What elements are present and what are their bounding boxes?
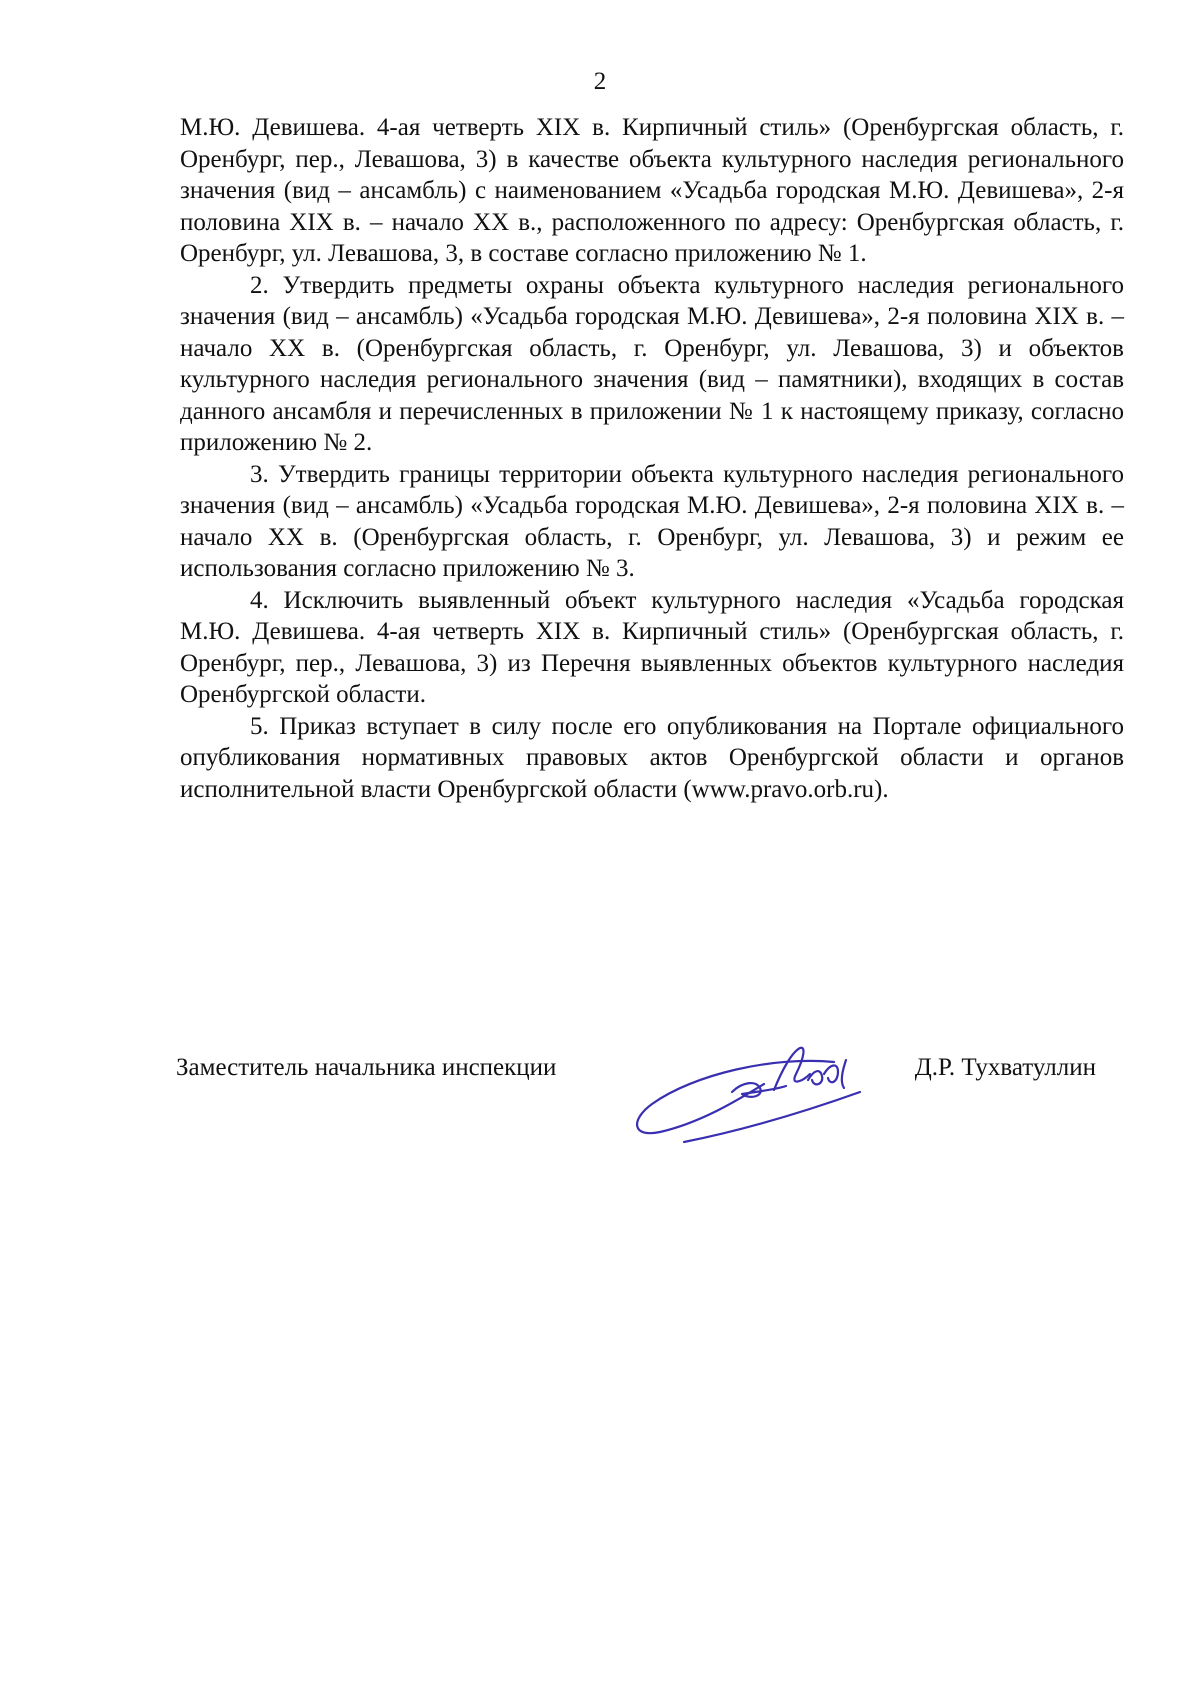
item-paragraph-3: 3. Утвердить границы территории объекта культурного наследия регионального значения (вид – ансамбль) «Усадьба городская М.Ю. Девишева», 2-я половина XIX в. – начало XX в. (Оренбургская область, г. Оренбург, ул. Левашова, 3) и режим ее использования согласно приложению № 3.: [180, 460, 1124, 582]
signer-position: Заместитель начальника инспекции: [176, 1054, 557, 1081]
item-paragraph-4: 4. Исключить выявленный объект культурного наследия «Усадьба городская М.Ю. Девишева. 4-ая четверть XIX в. Кирпичный стиль» (Оренбургская область, г. Оренбург, пер., Левашова, 3) из Перечня выявленных объектов культурного наследия Оренбургской области.: [180, 586, 1124, 708]
item-paragraph-5: 5. Приказ вступает в силу после его опубликования на Портале официального опубликования нормативных правовых актов Оренбургской области и органов исполнительной власти Оренбургской области (www.pravo.orb.ru).: [180, 712, 1124, 803]
signature-block: [176, 1052, 1124, 1172]
page-number: 2: [593, 68, 607, 95]
intro-paragraph: М.Ю. Девишева. 4-ая четверть XIX в. Кирпичный стиль» (Оренбургская область, г. Оренбург, пер., Левашова, 3) в качестве объекта культурного наследия регионального значения (вид – ансамбль) с наименованием «Усадьба городская М.Ю. Девишева», 2-я половина XIX в. – начало XX в., расположенного по адресу: Оренбургская область, г. Оренбург, ул. Левашова, 3, в составе согласно приложению № 1.: [180, 114, 1124, 267]
item-paragraph-2: 2. Утвердить предметы охраны объекта культурного наследия регионального значения (вид – ансамбль) «Усадьба городская М.Ю. Девишева», 2-я половина XIX в. – начало XX в. (Оренбургская область, г. Оренбург, ул. Левашова, 3) и объектов культурного наследия регионального значения (вид – памятники), входящих в состав данного ансамбля и перечисленных в приложении № 1 к настоящему приказу, согласно приложению № 2.: [180, 271, 1124, 456]
signer-name: Д.Р. Тухватуллин: [914, 1054, 1096, 1081]
document-body: [180, 112, 1124, 805]
handwritten-signature: [624, 1034, 884, 1154]
